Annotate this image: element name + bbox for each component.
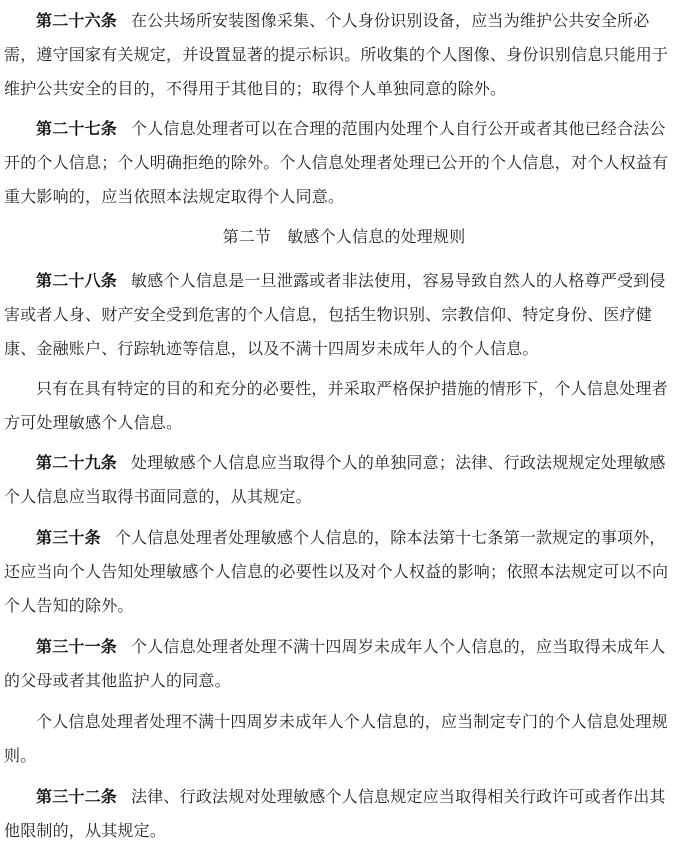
article-30 <box>4 521 680 623</box>
article-26 <box>4 4 680 106</box>
article-number: 第二十九条 <box>36 453 118 472</box>
article-text: 法律、行政法规对处理敏感个人信息规定应当取得相关行政许可或者作出其他限制的，从其规定。 <box>4 787 666 840</box>
article-32 <box>4 780 680 848</box>
article-text: 敏感个人信息是一旦泄露或者非法使用，容易导致自然人的人格尊严受到侵害或者人身、财产安全受到危害的个人信息，包括生物识别、宗教信仰、特定身份、医疗健康、金融账户、行踪轨迹等信息，以及不满十四周岁未成年人的个人信息。 <box>4 271 666 358</box>
article-27 <box>4 112 680 214</box>
article-number: 第三十一条 <box>36 637 118 656</box>
article-31-para-2 <box>4 705 680 773</box>
article-text: 只有在具有特定的目的和充分的必要性，并采取严格保护措施的情形下，个人信息处理者方可处理敏感个人信息。 <box>4 379 668 432</box>
article-text: 个人信息处理者处理不满十四周岁未成年人个人信息的，应当取得未成年人的父母或者其他监护人的同意。 <box>4 637 666 690</box>
article-text: 个人信息处理者处理敏感个人信息的，除本法第十七条第一款规定的事项外，还应当向个人告知处理敏感个人信息的必要性以及对个人权益的影响；依照本法规定可以不向个人告知的除外。 <box>4 528 669 615</box>
section-number: 第二节 <box>222 227 272 246</box>
article-number: 第二十七条 <box>36 119 118 138</box>
article-31 <box>4 630 680 698</box>
article-text: 处理敏感个人信息应当取得个人的单独同意；法律、行政法规规定处理敏感个人信息应当取得书面同意的，从其规定。 <box>4 453 666 506</box>
article-number: 第三十二条 <box>36 787 118 806</box>
section-title-text: 敏感个人信息的处理规则 <box>287 227 466 246</box>
article-29 <box>4 446 680 514</box>
article-number: 第二十六条 <box>36 11 118 30</box>
article-text: 在公共场所安装图像采集、个人身份识别设备，应当为维护公共安全所必需，遵守国家有关规定，并设置显著的提示标识。所收集的个人图像、身份识别信息只能用于维护公共安全的目的，不得用于其他目的；取得个人单独同意的除外。 <box>4 11 669 98</box>
article-28 <box>4 264 680 366</box>
article-28-para-2 <box>4 372 680 440</box>
article-text: 个人信息处理者可以在合理的范围内处理个人自行公开或者其他已经合法公开的个人信息；个人明确拒绝的除外。个人信息处理者处理已公开的个人信息，对个人权益有重大影响的，应当依照本法规定取得个人同意。 <box>4 119 669 206</box>
article-number: 第三十条 <box>36 528 101 547</box>
section-heading <box>0 220 688 254</box>
article-text: 个人信息处理者处理不满十四周岁未成年人个人信息的，应当制定专门的个人信息处理规则。 <box>4 712 668 765</box>
article-number: 第二十八条 <box>36 271 118 290</box>
